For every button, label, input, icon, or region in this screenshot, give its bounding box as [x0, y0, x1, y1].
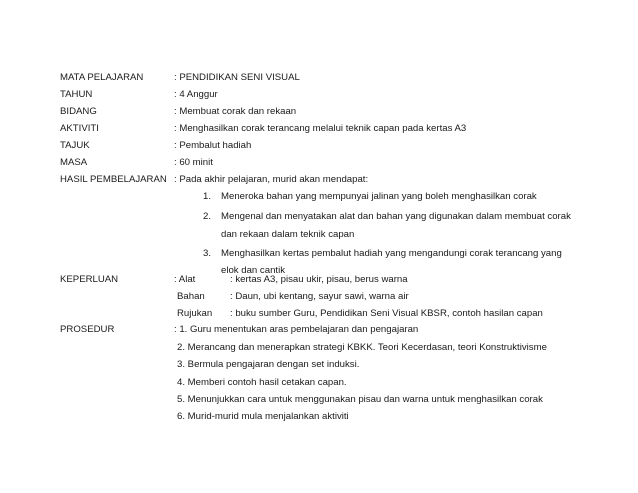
- keperluan-value: : Daun, ubi kentang, sayur sawi, warna air: [230, 291, 409, 302]
- prosedur-step: 4. Memberi contoh hasil cetakan capan.: [177, 377, 347, 388]
- outcome-number: 1.: [203, 191, 212, 202]
- field-value: : Pada akhir pelajaran, murid akan mendapat:: [174, 174, 369, 185]
- prosedur-step: 6. Murid-murid mula menjalankan aktiviti: [177, 411, 349, 422]
- field-label: HASIL PEMBELAJARAN: [60, 174, 167, 185]
- field-label: MATA PELAJARAN: [60, 72, 144, 83]
- keperluan-value: : kertas A3, pisau ukir, pisau, berus warna: [230, 274, 408, 285]
- field-label: BIDANG: [60, 106, 97, 117]
- prosedur-step: 2. Merancang dan menerapkan strategi KBKK. Teori Kecerdasan, teori Konstruktivisme: [177, 342, 547, 353]
- field-value: : PENDIDIKAN SENI VISUAL: [174, 72, 300, 83]
- outcome-text-continued: elok dan cantik: [221, 265, 285, 276]
- outcome-text-continued: dan rekaan dalam teknik capan: [221, 229, 355, 240]
- keperluan-key: Bahan: [177, 291, 205, 302]
- outcome-number: 3.: [203, 248, 212, 259]
- keperluan-key: Rujukan: [177, 308, 213, 319]
- prosedur-step: : 1. Guru menentukan aras pembelajaran dan pengajaran: [174, 324, 419, 335]
- field-value: : Pembalut hadiah: [174, 140, 252, 151]
- field-value: : 4 Anggur: [174, 89, 218, 100]
- field-label: KEPERLUAN: [60, 274, 119, 285]
- keperluan-key: : Alat: [174, 274, 196, 285]
- outcome-text: Meneroka bahan yang mempunyai jalinan yang boleh menghasilkan corak: [221, 191, 537, 202]
- field-label: AKTIVITI: [60, 123, 99, 134]
- field-label: MASA: [60, 157, 88, 168]
- field-value: : Menghasilkan corak terancang melalui teknik capan pada kertas A3: [174, 123, 467, 134]
- prosedur-step: 3. Bermula pengajaran dengan set induksi.: [177, 359, 360, 370]
- outcome-text: Menghasilkan kertas pembalut hadiah yang mengandungi corak terancang yang: [221, 248, 562, 259]
- field-value: : 60 minit: [174, 157, 213, 168]
- prosedur-step: 5. Menunjukkan cara untuk menggunakan pisau dan warna untuk menghasilkan corak: [177, 394, 543, 405]
- field-label: PROSEDUR: [60, 324, 115, 335]
- field-value: : Membuat corak dan rekaan: [174, 106, 297, 117]
- field-label: TAJUK: [60, 140, 90, 151]
- outcome-number: 2.: [203, 211, 212, 222]
- field-label: TAHUN: [60, 89, 93, 100]
- outcome-text: Mengenal dan menyatakan alat dan bahan yang digunakan dalam membuat corak: [221, 211, 571, 222]
- keperluan-value: : buku sumber Guru, Pendidikan Seni Visual KBSR, contoh hasilan capan: [230, 308, 543, 319]
